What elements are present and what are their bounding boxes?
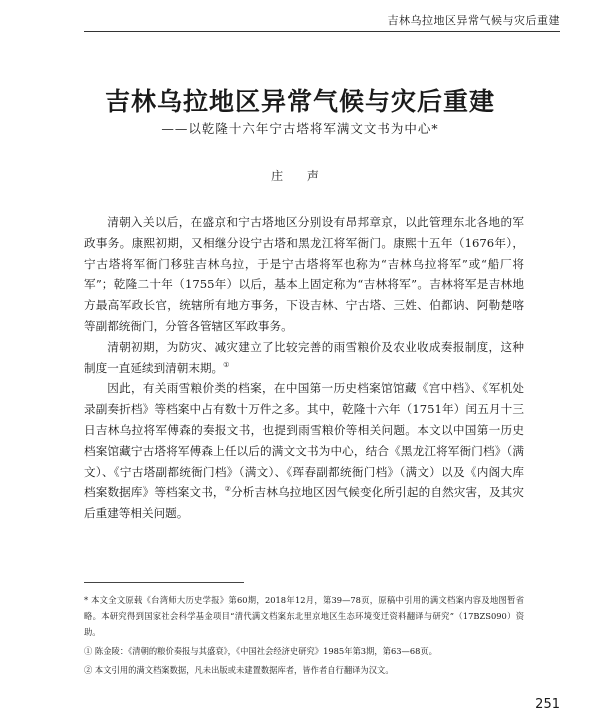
footnote-1: ① 陈金陵：《清朝的粮价奏报与其盛衰》，《中国社会经济史研究》1985年第3期，第63—68页。 (84, 646, 437, 656)
paragraph-3 (84, 378, 524, 524)
paragraph-3-text-cont: 分析吉林乌拉地区因气候变化所引起的自然灾害，及其灾后重建等相关问题。 (84, 485, 524, 521)
paragraph-3-text: 因此，有关雨雪粮价类的档案，在中国第一历史档案馆馆藏《宫中档》、《军机处录副奏折档》等档案中占有数十万件之多。其中，乾隆十六年（1751年）闰五月十三日吉林乌拉将军傅森的奏报文书，也提到雨雪粮价等相关问题。本文以中国第一历史档案馆藏宁古塔将军傅森上任以后的满文文书为中心，结合《黑龙江将军衙门档》（满文）、《宁古塔副都统衙门档》（满文）、《珲春副都统衙门档》（满文）以及《内阁大库档案数据库》等档案文书， (84, 381, 524, 500)
article-subtitle: ——以乾隆十六年宁古塔将军满文文书为中心* (161, 121, 439, 136)
footnote-rule (84, 582, 244, 583)
body-text (84, 212, 524, 524)
article-title: 吉林乌拉地区异常气候与灾后重建 (104, 87, 495, 116)
footnote-ref-1[interactable]: ① (223, 360, 230, 369)
header-rule (84, 31, 560, 32)
footnote-2: ② 本文引用的满文档案数据，凡未出版或未建置数据库者，皆作者自行翻译为汉文。 (84, 665, 394, 675)
paragraph-1: 清朝入关以后，在盛京和宁古塔地区分别设有昂邦章京，以此管理东北各地的军政事务。康熙初期，又相继分设宁古塔和黑龙江将军衙门。康熙十五年（1676年），宁古塔将军衙门移驻吉林乌拉，于是宁古塔将军也称为“吉林乌拉将军”或“船厂将军”；乾隆二十年（1755年）以后，基本上固定称为“吉林将军”。吉林将军是吉林地方最高军政长官，统辖所有地方事务，下设吉林、宁古塔、三姓、伯都讷、阿勒楚喀等副都统衙门，分管各管辖区军政事务。 (84, 215, 524, 333)
footnotes (84, 592, 524, 681)
paragraph-2 (84, 337, 524, 379)
running-header: 吉林乌拉地区异常气候与灾后重建 (387, 14, 560, 27)
footnote-ref-2[interactable]: ② (224, 485, 232, 494)
author-name: 庄 声 (271, 169, 329, 183)
paragraph-2-text: 清朝初期，为防灾、减灾建立了比较完善的雨雪粮价及农业收成奏报制度，这种制度一直延续到清朝末期。 (84, 339, 524, 375)
page-number: 251 (535, 697, 560, 712)
footnote-star: * 本文全文原载《台湾师大历史学报》第60期，2018年12月，第39—78页，原稿中引用的满文档案内容及地图暂省略。本研究得到国家社会科学基金项目“清代满文档案东北里京地区生态环境变迁资料翻译与研究”（17BZS090）资助。 (84, 595, 524, 637)
